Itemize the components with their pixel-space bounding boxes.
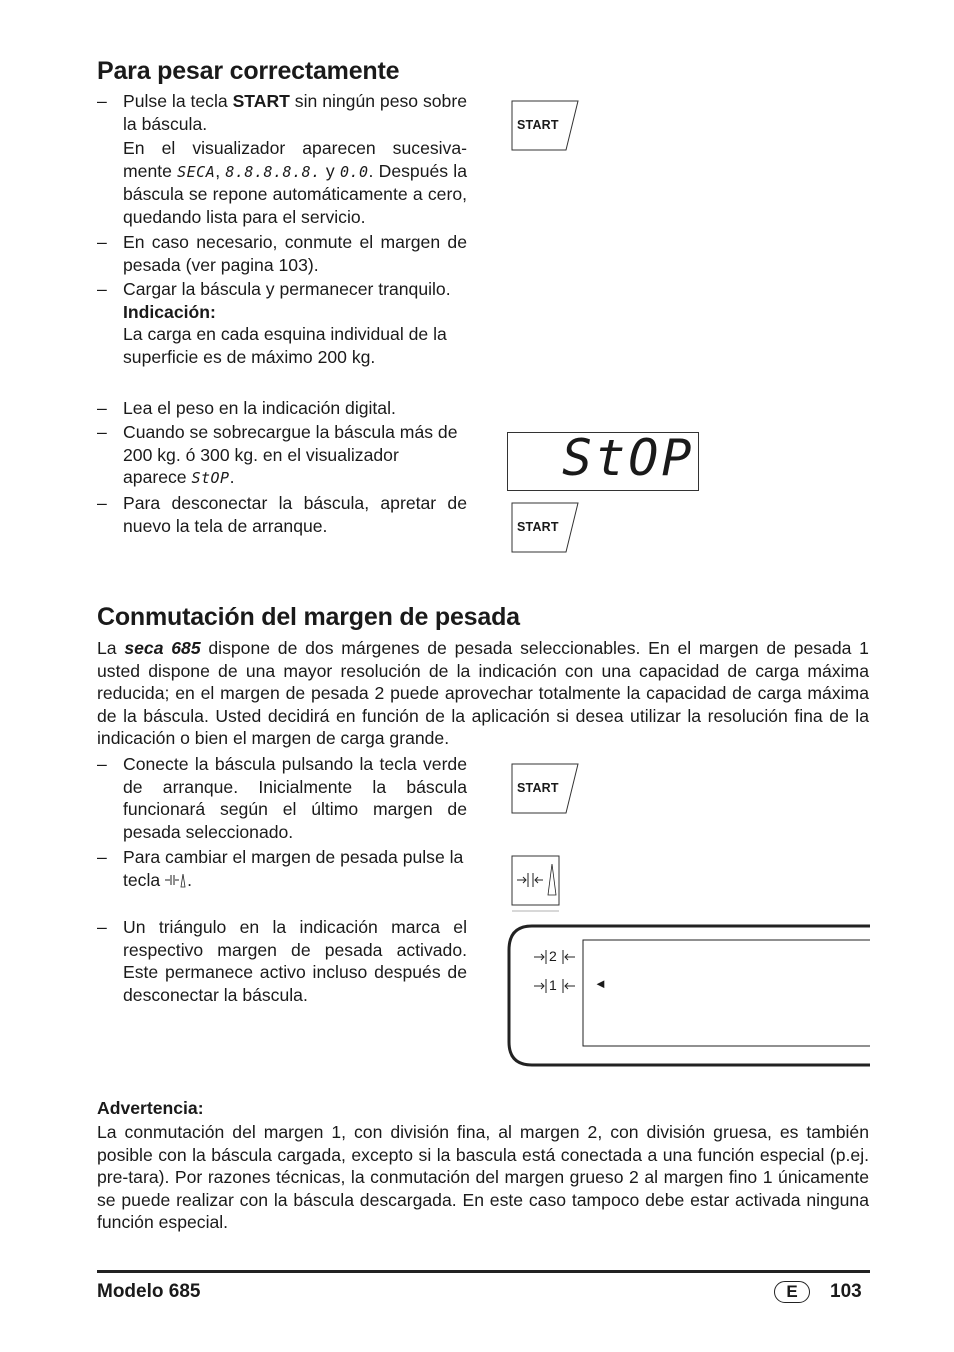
language-badge: E [774,1281,810,1303]
start-key-label: START [517,118,559,132]
start-key-illustration [511,502,581,554]
warning-label: Advertencia: [97,1098,204,1118]
lcd-text: StOP [191,469,230,488]
range-switch-key-illustration [511,855,563,913]
start-key-illustration [511,763,581,815]
note-label: Indicación: [123,301,216,322]
list-item-text: En el visualizador aparecen sucesiva-mente SECA, 8.8.8.8.8. y 0.0. Después la báscula se repone automáticamente a cero, quedando lista para el servicio. [123,138,467,227]
range-arrows-icon [534,977,582,995]
stop-display-text: StOP [562,429,695,487]
lcd-text: SECA [177,162,216,181]
list-item [97,90,467,229]
display-frame-icon [506,924,870,1068]
page-number: 103 [830,1281,862,1302]
list-dash: – [97,91,107,111]
range-2-indicator [534,948,582,966]
footer-model: Modelo 685 [97,1281,201,1302]
warning-text: La conmutación del margen 1, con división fina, al margen 2, con división gruesa, es también posible con la báscula cargada, excepto si la bascula está conectada a una función especial (p.ej. pre-tara). Por razones técnicas, la conmutación del margen grueso 2 al margen fino 1 únicamente se puede realizar con la báscula descargada. En este caso tampoco debe estar activada ninguna función especial. [97,1122,869,1233]
list-item: – Para cambiar el margen de pesada pulse la tecla . [97,847,464,890]
stop-display [507,429,699,491]
range-display-panel [506,924,870,1068]
range-1-label: 1 [549,977,557,993]
note-text: La carga en cada esquina individual de la superficie es de máximo 200 kg. [123,324,447,367]
lcd-text: 0.0 [339,162,369,181]
list-item-text: Pulse la tecla START sin ningún peso sobre la báscula. [123,91,467,134]
range-switch-icon [165,872,187,888]
list-item: – Lea el peso en la indicación digital. [97,398,396,418]
start-key-label: START [517,781,559,795]
range-2-label: 2 [549,948,557,964]
start-key-reference: START [232,91,290,111]
range-switch-key-icon [511,855,563,913]
list-item: – Un triángulo en la indicación marca el respectivo margen de pesada activado. Este permanece activo incluso después de desconectar la báscula. [97,917,467,1005]
list-item: – Cargar la báscula y permanecer tranquilo. Indicación: La carga en cada esquina individual de la superficie es de máximo 200 kg. [97,278,467,368]
brand-name: seca 685 [124,638,201,658]
start-key-label: START [517,520,559,534]
range-arrows-icon [534,948,582,966]
list-item: – Conecte la báscula pulsando la tecla verde de arranque. Inicialmente la báscula funcionará según el último margen de pesada seleccionado. [97,754,467,842]
list-item: – Para desconectar la báscula, apretar de nuevo la tela de arranque. [97,493,467,536]
active-range-triangle-icon: ◄ [594,976,607,991]
list-item: – En caso necesario, conmute el margen de pesada (ver pagina 103). [97,232,467,275]
start-key-illustration [511,100,581,152]
footer-rule [97,1270,870,1273]
range-1-indicator [534,977,582,995]
list-item: – Cuando se sobrecargue la báscula más de 200 kg. ó 300 kg. en el visualizador aparece StOP. [97,422,458,488]
intro-paragraph: La seca 685 dispone de dos márgenes de pesada seleccionables. En el margen de pesada 1 usted dispone de una mayor resolución de la indicación con una capacidad de carga máxima reducida; en el margen de pesada 2 puede aprovechar totalmente la capacidad de carga máxima de la báscula. Usted decidirá en función de la aplicación si desea utilizar la resolución fina de la indicación o bien el margen de carga grande. [97,638,869,749]
section-title-weighing: Para pesar correctamente [97,57,400,85]
section-title-range-switch: Conmutación del margen de pesada [97,603,520,631]
lcd-text: 8.8.8.8.8. [225,162,321,181]
